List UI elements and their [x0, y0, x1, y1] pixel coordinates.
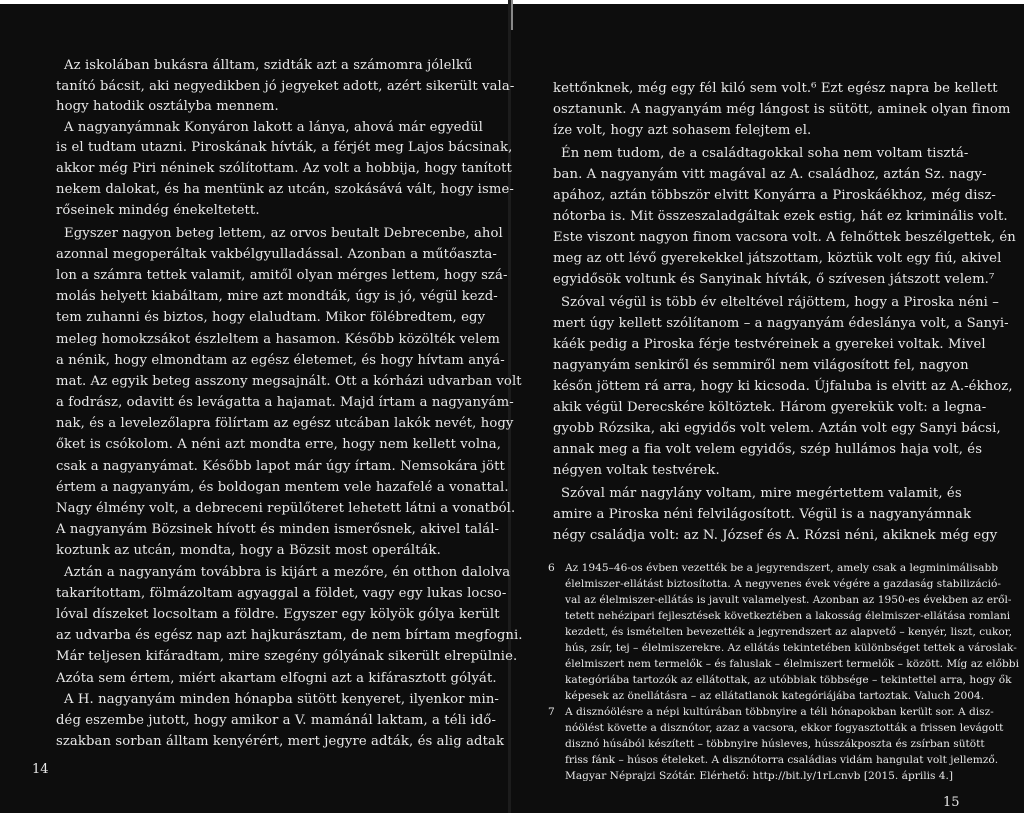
text-line: apához, aztán többször elvitt Konyárra a Piroskáékhoz, még disz- — [553, 188, 996, 203]
text-line: nótorba is. Mit összeszaladgáltak ezek estig, hát ez kriminális volt. — [553, 209, 1008, 224]
text-line: A nagyanyám Bözsinek hívott és minden ismerősnek, akivel talál- — [56, 522, 500, 537]
text-line: nekem dalokat, és ha mentünk az utcán, szokásává vált, hogy isme- — [56, 182, 514, 197]
text-line: A H. nagyanyám minden hónapba sütött kenyeret, ilyenkor min- — [64, 692, 499, 707]
text-line: lon a számra tettek valamit, amitől olyan mérges lettem, hogy szá- — [56, 268, 508, 283]
footnote-line: nóölést követte a disznótor, azaz a vacsora, ekkor fogyasztották a frissen levágott — [565, 722, 1004, 734]
text-line: Aztán a nagyanyám továbbra is kijárt a mezőre, én otthon dalolva — [64, 565, 511, 580]
text-line: nagyanyám senkiről és semmiről nem világosított fel, nagyon — [553, 358, 969, 373]
text-line: négyen voltak testvérek. — [553, 463, 720, 478]
text-line: csak a nagyanyámat. Később lapot már úgy írtam. Nemsokára jött — [56, 459, 505, 474]
footnote-line: friss fánk – húsos ételeket. A disznótorra családias vidám hangulat volt jellemző. — [565, 754, 999, 766]
text-line: akkor még Piri néninek szólítottam. Az volt a hobbija, hogy tanított — [56, 161, 512, 176]
text-line: is el tudtam utazni. Piroskának hívták, a férjét meg Lajos bácsinak, — [56, 140, 513, 155]
text-line: Az iskolában bukásra álltam, szidták azt a számomra jólelkű — [64, 58, 473, 73]
footnote-line: tetett nehézipari fejlesztések következtében a lakosság élelmiszer-ellátása romlani — [565, 610, 1011, 622]
text-line: annak meg a fia volt velem egyidős, szép hullámos haja volt, és — [553, 442, 983, 457]
footnote-number: 7 — [548, 706, 555, 718]
text-line: a nénik, hogy elmondtam az egész életemet, és hogy hívtam anyá- — [56, 353, 505, 368]
text-line: Este viszont nagyon finom vacsora volt. A felnőttek beszélgettek, én — [553, 230, 1016, 245]
footnote-line: kezdett, és ismételten bevezették a jegyrendszert az alapvető – kenyér, liszt, cukor, — [565, 626, 1013, 638]
text-line: meleg homokzsákot észleltem a hasamon. Később közölték velem — [56, 332, 500, 347]
text-line: nak, és a levelezőlapra fölírtam az egész utcában lakók nevét, hogy — [56, 416, 514, 431]
footnote-line: kategóriába tartozók az ellátottak, az utóbbiak többsége – tekintettel arra, hogy ők — [565, 674, 1012, 686]
text-line: ban. A nagyanyám vitt magával az A. családhoz, aztán Sz. nagy- — [553, 167, 987, 182]
text-line: a fodrász, odavitt és levágatta a hajamat. Majd írtam a nagyanyám- — [56, 395, 514, 410]
text-line: káék pedig a Piroska férje testvéreinek a gyerekei voltak. Mivel — [553, 337, 986, 352]
text-line: Egyszer nagyon beteg lettem, az orvos beutalt Debrecenbe, ahol — [64, 226, 503, 241]
text-line: koztunk az utcán, mondta, hogy a Bözsit most operálták. — [56, 543, 441, 558]
text-line: gyobb Rózsika, aki egyidős volt velem. Aztán volt egy Sanyi bácsi, — [553, 421, 1001, 436]
footnote-line: élelmiszert nem termelők – és faluslak – élelmiszert termelők – között. Míg az előbbi — [565, 658, 1019, 670]
text-line: Nagy élmény volt, a debreceni repülőteret lehetett látni a vonatból. — [56, 501, 516, 516]
text-line: tem zuhanni és biztos, hogy elaludtam. Mikor fölébredtem, egy — [56, 310, 486, 325]
text-line: dég eszembe jutott, hogy amikor a V. mamánál laktam, a téli idő- — [56, 713, 496, 728]
text-line: az udvarba és egész nap azt hajkurásztam, de nem bírtam megfogni. — [56, 628, 523, 643]
text-line: mert úgy kellett szólítanom – a nagyanyám édeslánya volt, a Sanyi- — [553, 316, 1009, 331]
text-line: mat. Az egyik beteg asszony megsajnált. Ott a kórházi udvarban volt — [56, 374, 522, 389]
text-line: kettőnknek, még egy fél kiló sem volt.⁶ Ezt egész napra be kellett — [553, 81, 998, 96]
footnote-number: 6 — [548, 562, 555, 574]
text-line: A nagyanyámnak Konyáron lakott a lánya, ahová már egyedül — [64, 120, 483, 135]
footnote-line: képesek az önellátásra – az ellátatlanok kategóriájába tartoztak. Valuch 2004. — [565, 690, 985, 702]
text-line: Már teljesen kifáradtam, mire szegény gólyának sikerült elrepülnie. — [56, 649, 518, 664]
right-page — [511, 0, 1024, 813]
footnote-line: A disznóölésre a népi kultúrában többnyire a téli hónapokban került sor. A disz- — [565, 706, 994, 718]
text-line: meg az ott lévő gyerekekkel játszottam, köztük volt egy fiú, akivel — [553, 251, 1002, 266]
text-line: őket is csókolom. A néni azt mondta erre, hogy nem kellett volna, — [56, 437, 502, 452]
footnote-line: disznó húsából készített – többnyire húsleves, hússzákposzta és zsírban sütött — [565, 738, 985, 750]
text-line: Én nem tudom, de a családtagokkal soha nem voltam tisztá- — [561, 146, 969, 161]
text-line: rőseinek mindég énekeltetett. — [56, 203, 260, 218]
footnote-line: hús, zsír, tej – élelmiszerekre. Az ellátás tekintetében különbséget tettek a városlak- — [565, 642, 1017, 654]
text-line: négy családja volt: az N. József és A. Rózsi néni, akiknek még egy — [553, 528, 998, 543]
text-line: Azóta sem értem, miért akartam elfogni azt a kifárasztott gólyát. — [56, 671, 497, 686]
footnote-line: élelmiszer-ellátást biztosította. A negyvenes évek végére a gazdaság stabilizáció- — [565, 578, 1001, 590]
text-line: egyidősök voltunk és Sanyinak hívták, ő szívesen játszott velem.⁷ — [553, 272, 995, 287]
text-line: azonnal megoperáltak vakbélgyulladással. Azonban a műtőaszta- — [56, 247, 497, 262]
text-line: Szóval már nagylány voltam, mire megértettem valamit, és — [561, 486, 962, 501]
page-number-left: 14 — [32, 762, 49, 777]
footnote-line: val az élelmiszer-ellátás is javult valamelyest. Azonban az 1950-es években az eről- — [565, 594, 1012, 606]
text-line: osztanunk. A nagyanyám még lángost is sütött, aminek olyan finom — [553, 102, 1011, 117]
text-line: lóval díszeket locsoltam a földre. Egyszer egy kölyök gólya került — [56, 607, 500, 622]
text-line: Szóval végül is több év elteltével rájöttem, hogy a Piroska néni – — [561, 295, 999, 310]
text-line: akik végül Derecskére költöztek. Három gyerekük volt: a legna- — [553, 400, 987, 415]
text-line: értem a nagyanyám, és boldogan mentem vele hazafelé a vonattal. — [56, 480, 509, 495]
text-line: hogy hatodik osztályba mennem. — [56, 99, 279, 114]
footnote-line: Magyar Néprajzi Szótár. Elérhető: http://bit.ly/1rLcnvb [2015. április 4.] — [565, 770, 954, 782]
text-line: tanító bácsit, aki negyedikben jó jegyeket adott, azért sikerült vala- — [56, 79, 515, 94]
text-line: íze volt, hogy azt sohasem felejtem el. — [553, 123, 812, 138]
footnote-line: Az 1945–46-os évben vezették be a jegyrendszert, amely csak a legminimálisabb — [565, 562, 999, 574]
text-line: szakban sorban álltam kenyérért, mert jegyre adták, és alig adtak — [56, 734, 505, 749]
text-line: molás helyett kiabáltam, mire azt mondták, úgy is jó, végül kezd- — [56, 289, 498, 304]
text-line: takarítottam, fölmázoltam agyaggal a földet, vagy egy lukas locso- — [56, 586, 507, 601]
page-number-right: 15 — [943, 795, 960, 810]
text-line: későn jöttem rá arra, hogy ki kicsoda. Újfaluba is elvitt az A.-ékhoz, — [553, 379, 1013, 394]
text-line: amire a Piroska néni felvilágosított. Végül is a nagyanyámnak — [553, 507, 972, 522]
